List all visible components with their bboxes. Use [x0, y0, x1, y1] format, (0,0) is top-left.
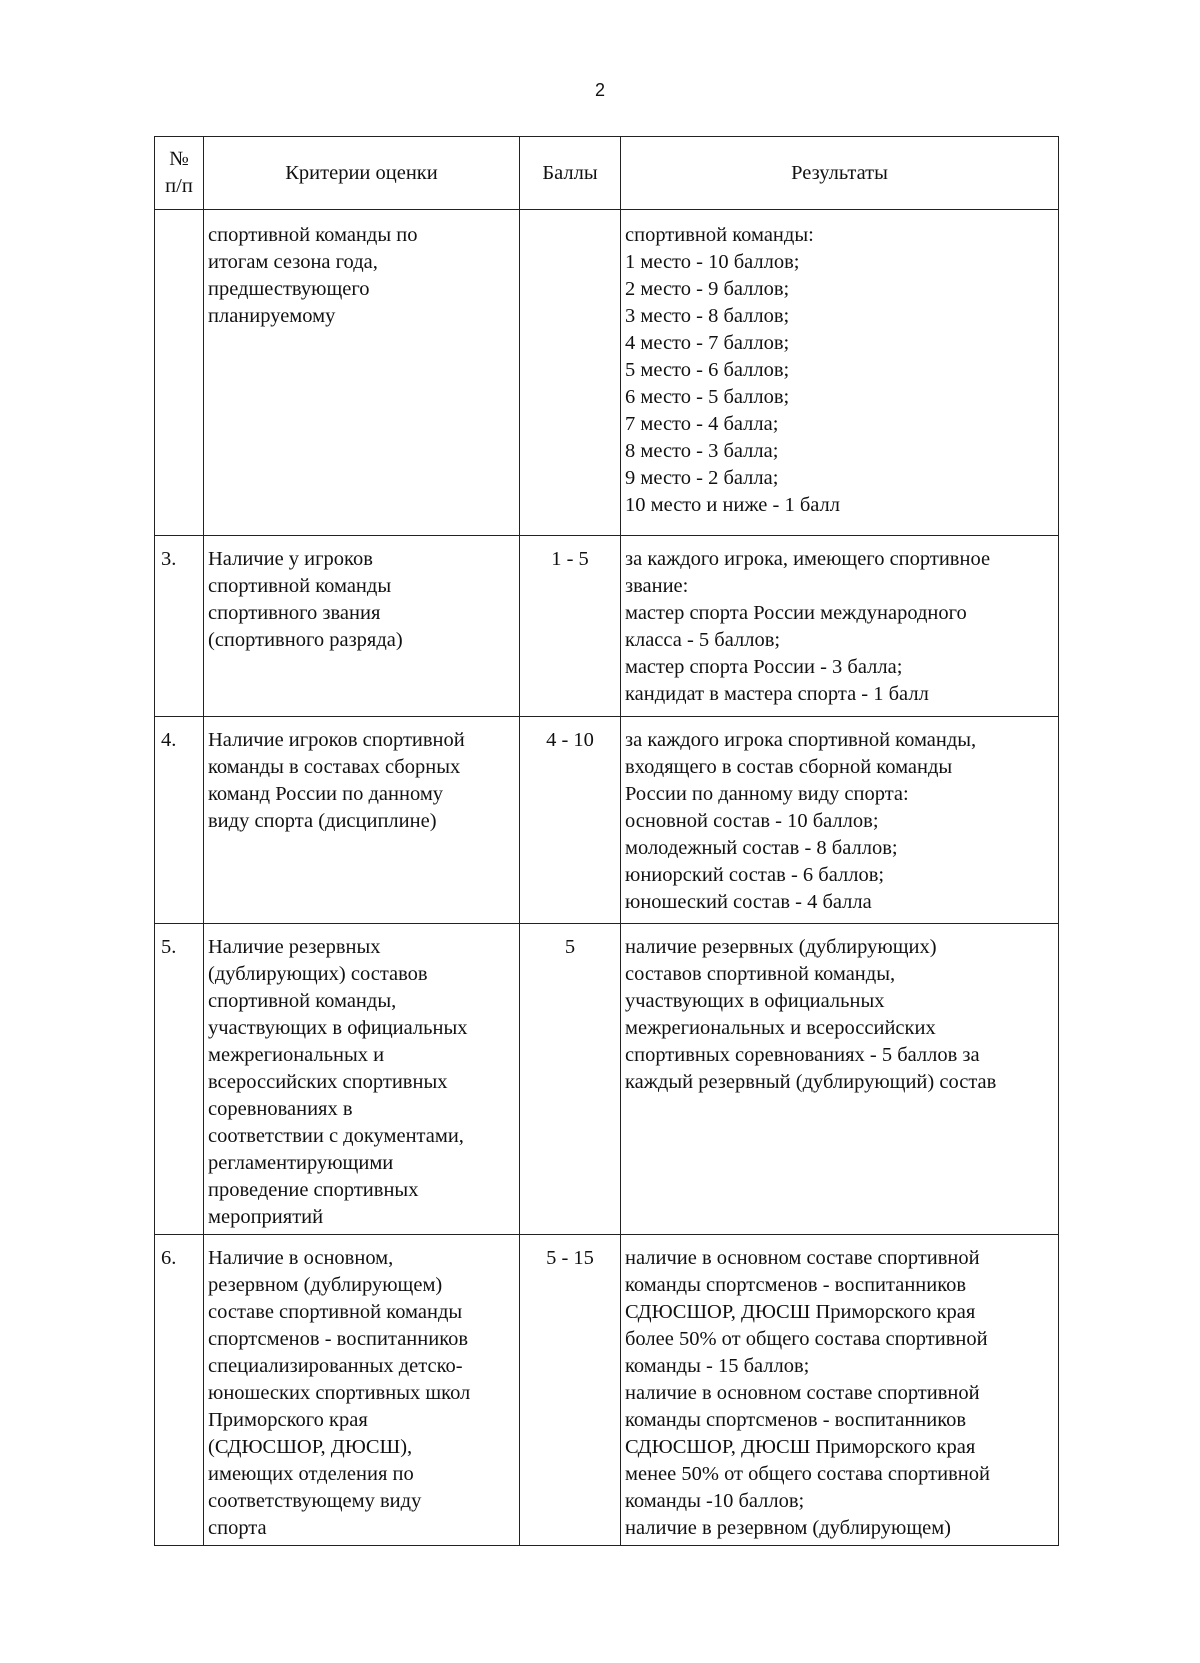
criteria-line: спортсменов - воспитанников: [208, 1328, 469, 1350]
criteria-line: регламентирующими: [208, 1152, 394, 1174]
criteria-line: участвующих в официальных: [208, 1017, 468, 1039]
row-points: 5: [520, 924, 621, 1235]
row-results: [621, 924, 1059, 1235]
results-line: наличие в резервном (дублирующем): [625, 1517, 951, 1539]
criteria-line: проведение спортивных: [208, 1179, 419, 1201]
criteria-line: соответствии с документами,: [208, 1125, 464, 1147]
row-criteria: [204, 1235, 520, 1546]
results-line: юношеский состав - 4 балла: [625, 891, 872, 913]
results-line: 7 место - 4 балла;: [625, 413, 779, 435]
header-number: № п/п: [155, 137, 204, 210]
criteria-line: итогам сезона года,: [208, 251, 378, 273]
criteria-line: виду спорта (дисциплине): [208, 810, 437, 832]
criteria-line: планируемому: [208, 305, 336, 327]
results-line: участвующих в официальных: [625, 990, 885, 1012]
criteria-line: Наличие в основном,: [208, 1247, 394, 1269]
results-line: межрегиональных и всероссийских: [625, 1017, 936, 1039]
results-line: каждый резервный (дублирующий) состав: [625, 1071, 997, 1093]
criteria-line: Наличие у игроков: [208, 548, 373, 570]
row-number: 5.: [155, 924, 204, 1235]
row-number: 6.: [155, 1235, 204, 1546]
row-criteria: [204, 536, 520, 717]
row-number: [155, 210, 204, 536]
criteria-line: (спортивного разряда): [208, 629, 403, 651]
results-line: 4 место - 7 баллов;: [625, 332, 790, 354]
row-results: [621, 1235, 1059, 1546]
table-header-row: [155, 137, 1059, 210]
results-line: 5 место - 6 баллов;: [625, 359, 790, 381]
criteria-line: Наличие резервных: [208, 936, 381, 958]
criteria-line: всероссийских спортивных: [208, 1071, 448, 1093]
criteria-line: соответствующему виду: [208, 1490, 422, 1512]
results-line: 1 место - 10 баллов;: [625, 251, 800, 273]
results-line: спортивных соревнованиях - 5 баллов за: [625, 1044, 980, 1066]
results-line: молодежный состав - 8 баллов;: [625, 837, 898, 859]
row-points: 1 - 5: [520, 536, 621, 717]
results-line: 9 место - 2 балла;: [625, 467, 779, 489]
criteria-line: Наличие игроков спортивной: [208, 729, 465, 751]
criteria-line: спорта: [208, 1517, 267, 1539]
criteria-line: имеющих отделения по: [208, 1463, 414, 1485]
results-line: входящего в состав сборной команды: [625, 756, 953, 778]
criteria-line: спортивной команды: [208, 575, 392, 597]
results-line: мастер спорта России - 3 балла;: [625, 656, 903, 678]
results-line: команды - 15 баллов;: [625, 1355, 810, 1377]
row-criteria: [204, 717, 520, 924]
results-line: СДЮСШОР, ДЮСШ Приморского края: [625, 1436, 976, 1458]
table-row: [155, 924, 1059, 1235]
criteria-line: спортивной команды по: [208, 224, 418, 246]
row-criteria: [204, 924, 520, 1235]
results-line: за каждого игрока спортивной команды,: [625, 729, 977, 751]
criteria-line: команд России по данному: [208, 783, 444, 805]
criteria-line: команды в составах сборных: [208, 756, 461, 778]
criteria-line: соревнованиях в: [208, 1098, 353, 1120]
results-line: России по данному виду спорта:: [625, 783, 909, 805]
page-number: 2: [594, 80, 605, 100]
results-line: команды спортсменов - воспитанников: [625, 1409, 967, 1431]
results-line: наличие в основном составе спортивной: [625, 1382, 980, 1404]
results-line: СДЮСШОР, ДЮСШ Приморского края: [625, 1301, 976, 1323]
table-row: [155, 1235, 1059, 1546]
results-line: наличие в основном составе спортивной: [625, 1247, 980, 1269]
criteria-line: спортивного звания: [208, 602, 381, 624]
row-number: 4.: [155, 717, 204, 924]
results-line: команды спортсменов - воспитанников: [625, 1274, 967, 1296]
criteria-line: специализированных детско-: [208, 1355, 463, 1377]
criteria-line: (СДЮСШОР, ДЮСШ),: [208, 1436, 413, 1458]
results-line: 6 место - 5 баллов;: [625, 386, 790, 408]
criteria-line: Приморского края: [208, 1409, 368, 1431]
results-line: составов спортивной команды,: [625, 963, 896, 985]
results-line: команды -10 баллов;: [625, 1490, 805, 1512]
criteria-line: мероприятий: [208, 1206, 324, 1228]
row-points: [520, 210, 621, 536]
results-line: юниорский состав - 6 баллов;: [625, 864, 885, 886]
criteria-line: предшествующего: [208, 278, 370, 300]
results-line: спортивной команды:: [625, 224, 814, 246]
row-number: 3.: [155, 536, 204, 717]
header-points: Баллы: [520, 137, 621, 210]
results-line: класса - 5 баллов;: [625, 629, 781, 651]
results-line: 8 место - 3 балла;: [625, 440, 779, 462]
results-line: мастер спорта России международного: [625, 602, 967, 624]
results-line: 2 место - 9 баллов;: [625, 278, 790, 300]
row-points: 5 - 15: [520, 1235, 621, 1546]
criteria-line: спортивной команды,: [208, 990, 397, 1012]
table-row: [155, 536, 1059, 717]
criteria-line: юношеских спортивных школ: [208, 1382, 471, 1404]
criteria-line: составе спортивной команды: [208, 1301, 463, 1323]
results-line: 3 место - 8 баллов;: [625, 305, 790, 327]
results-line: менее 50% от общего состава спортивной: [625, 1463, 990, 1485]
criteria-line: резервном (дублирующем): [208, 1274, 443, 1296]
header-results: Результаты: [621, 137, 1059, 210]
results-line: кандидат в мастера спорта - 1 балл: [625, 683, 929, 705]
results-line: основной состав - 10 баллов;: [625, 810, 879, 832]
results-line: за каждого игрока, имеющего спортивное: [625, 548, 991, 570]
row-criteria: [204, 210, 520, 536]
table-row: [155, 210, 1059, 536]
results-line: наличие резервных (дублирующих): [625, 936, 937, 958]
table-row: [155, 717, 1059, 924]
results-line: более 50% от общего состава спортивной: [625, 1328, 988, 1350]
row-results: [621, 536, 1059, 717]
criteria-line: межрегиональных и: [208, 1044, 385, 1066]
header-criteria: Критерии оценки: [204, 137, 520, 210]
results-line: 10 место и ниже - 1 балл: [625, 494, 841, 516]
criteria-line: (дублирующих) составов: [208, 963, 428, 985]
criteria-table: [154, 136, 1059, 1546]
row-points: 4 - 10: [520, 717, 621, 924]
results-line: звание:: [625, 575, 689, 597]
row-results: [621, 210, 1059, 536]
row-results: [621, 717, 1059, 924]
